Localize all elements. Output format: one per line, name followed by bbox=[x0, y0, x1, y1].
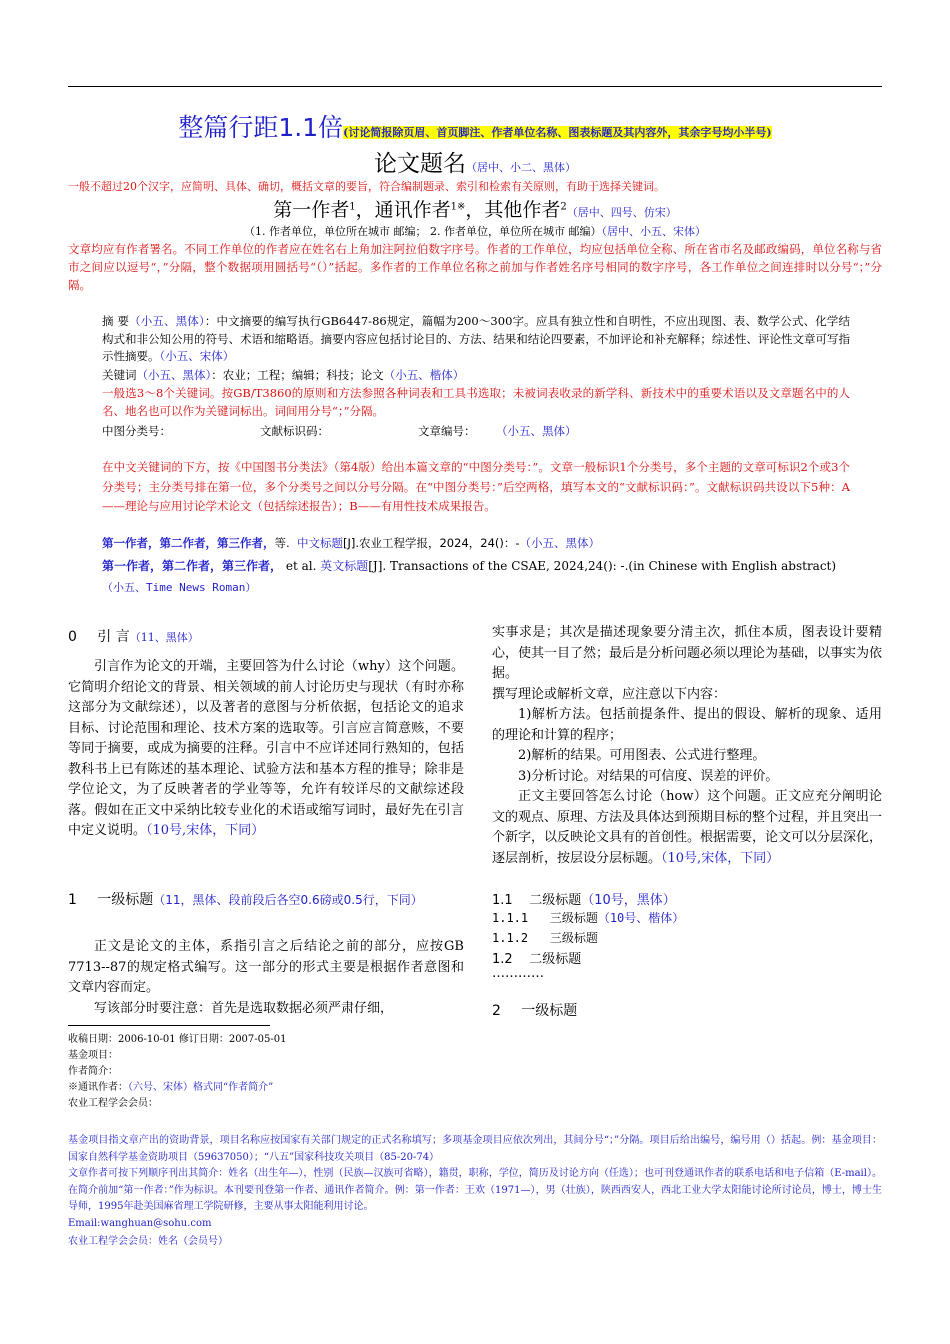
keywords-label: 关键词 bbox=[102, 368, 137, 382]
bio-description: 文章作者可按下列顺序刊出其简介：姓名（出生年—），性别（民族—汉族可省略），籍贯，职称，学位，简历及讨论方向（任选）；也可刊登通讯作者的联系电话和电子信箱（E-mail）。在简介前加“第一作者：”作为标识。本刊要刊登第一作者、通讯作者简介。例：第一作者：王欢（1971—），男（壮族），陕西西安人，西北工业大学太阳能讨论所讨论员，博士，博士生导师，1995年赴美国麻省理工学院研修，主要从事太阳能利用讨论。 bbox=[68, 1168, 882, 1212]
title-description: 一般不超过20个汉字，应简明、具体、确切，概括文章的要旨，符合编制题录、索引和检索有关原则，有助于选择关键词。 bbox=[68, 180, 665, 193]
section-1-1-2-heading bbox=[492, 929, 882, 946]
right-continuation: 实事求是；其次是描述现象要分清主次，抓住本质，图表设计要精心，使其一目了然；最后是分析问题必须以理论为基础，以事实为依据。 bbox=[492, 625, 883, 681]
email-example: Email:wanghuan@sohu.com bbox=[68, 1217, 212, 1229]
footnote-block bbox=[68, 1032, 464, 1112]
paper-title-line bbox=[68, 145, 882, 178]
format-header bbox=[68, 108, 882, 144]
abstract-colon: ： bbox=[204, 314, 217, 328]
right-item-1: 1)解析方法。包括前提条件、提出的假设、解析的现象、适用的理论和计算的程序； bbox=[492, 707, 882, 743]
right-item-2: 2)解析的结果。可用图表、公式进行整理。 bbox=[518, 748, 766, 763]
intro-text-note: （10号,宋体，下同） bbox=[146, 823, 265, 838]
paper-title: 论文题名 bbox=[374, 151, 466, 177]
author-format-note: （居中、四号、仿宋） bbox=[566, 206, 677, 219]
intro-text: 引言作为论文的开端，主要回答为什么讨论（why）这个问题。它简明介绍论文的背景、相关领域的前人讨论历史与现状（有时亦称这部分为文献综述），以及著者的意图与分析依据，包括论文的追求目标、讨论范围和理论、技术方案的选取等。引言应言简意赅，不要等同于摘要，或成为摘要的注释。引言中不应详述同行熟知的，包括教科书上已有陈述的基本理论、试验方法和基本方程的推导；除非是学位论文，为了反映著者的学业等等，允许有较详尽的文献综述段落。假如在正文中采纳比较专业化的术语或缩写词时，最好先在引言中定义说明。 bbox=[68, 659, 464, 838]
right-column-text bbox=[492, 623, 882, 869]
citation-en-title: 英文标题 bbox=[320, 559, 369, 573]
author-other-sup: 2 bbox=[560, 201, 567, 213]
footnote-dates: 收稿日期：2006-10-01 修订日期：2007-05-01 bbox=[68, 1034, 287, 1045]
fund-description: 基金项目指文章产出的资助背景，项目名称应按国家有关部门规定的正式名称填写；多项基金项目应依次列出，其间分号“；”分隔。项目后给出编号，编号用（）括起。例：基金项目：国家自然科学基金资助项目（59637050）；“八五”国家科技攻关项目（85-20-74） bbox=[68, 1135, 882, 1163]
intro-title: 引 言 bbox=[97, 629, 130, 645]
body-paragraph-1: 正文是论文的主体，系指引言之后结论之前的部分，应按GB 7713--87的规定格式编写。这一部分的形式主要是根据作者意图和文章内容而定。 bbox=[68, 939, 464, 995]
member-description: 农业工程学会会员：姓名（会员号） bbox=[68, 1236, 228, 1247]
intro-heading bbox=[68, 626, 464, 646]
section-1-2-heading bbox=[492, 948, 882, 967]
affiliation-note: （居中、小五、宋体） bbox=[601, 225, 706, 238]
section-1-1-title: 二级标题 bbox=[529, 893, 582, 908]
footnote-member: 农业工程学会会员： bbox=[68, 1098, 158, 1109]
section-1-number: 1 bbox=[68, 892, 77, 908]
paper-title-note: （居中、小二、黑体） bbox=[466, 161, 576, 174]
citation-en-journal: [J]. Transactions of the CSAE, 2024,24(): -.(in Chinese with English abstract) bbox=[368, 559, 837, 573]
citation-en-note: （小五、Time News Roman） bbox=[102, 580, 257, 594]
section-1-note: （11，黑体、段前段后各空0.6磅或0.5行，下同） bbox=[153, 893, 423, 907]
classification-description: 在中文关键词的下方，按《中国图书分类法》（第4版）给出本篇文章的“中图分类号：”。文章一般标识1个分类号，多个主题的文章可标识2个或3个分类号；主分类号排在第一位，多个分类号之间以分号分隔。在“中图分类号：”后空两格，填写本文的“文献标识码：”。文献标识码共设以下5种：A——理论与应用讨论学术论文（包括综述报告）；B——有用性技术成果报告。 bbox=[102, 460, 850, 513]
intro-paragraph bbox=[68, 657, 464, 842]
citation-cn-etal: 等. bbox=[274, 536, 290, 550]
affiliation-description: 文章均应有作者署名。不同工作单位的作者应在姓名右上角加注阿拉伯数字序号。作者的工作单位，均应包括单位全称、所在省市名及邮政编码，单位名称与省市之间应以逗号“，”分隔，整个数据项用圆括号“（）”括起。多作者的工作单位名称之前加与作者姓名序号相同的数字序号，各工作单位之间连排时以分号“；”分隔。 bbox=[68, 242, 882, 292]
citation-cn-journal: [J].农业工程学报，2024，24()：- bbox=[342, 536, 520, 550]
right-body-note: （10号,宋体，下同） bbox=[661, 850, 780, 866]
keywords-text: 农业；工程；编辑；科技；论文 bbox=[222, 368, 384, 382]
section-1-1-1-title: 三级标题 bbox=[549, 911, 598, 925]
section-1-title: 一级标题 bbox=[97, 892, 154, 908]
article-number-label: 文章编号： bbox=[418, 424, 476, 438]
abstract-label: 摘 要 bbox=[102, 314, 130, 328]
author-first-sup: 1 bbox=[349, 201, 356, 213]
section-1-1-1-note: （10号、楷体） bbox=[597, 911, 685, 925]
keywords-label-note: （小五、黑体） bbox=[136, 368, 212, 382]
author-comma-2: ， bbox=[465, 199, 485, 221]
keywords-description: 一般选3～8个关键词。按GB/T3860的原则和方法参照各种词表和工具书选取；未被词表收录的新学科、新技术中的重要术语以及文章题名中的人名、地名也可以作为关键词标出。词间用分号“；”分隔。 bbox=[102, 386, 850, 418]
section-1-1-number: 1.1 bbox=[492, 893, 513, 908]
affiliation-line bbox=[68, 223, 882, 239]
footnote-bio: 作者简介： bbox=[68, 1066, 118, 1077]
section-1-1-1-number: 1.1.1 bbox=[492, 911, 529, 925]
bottom-notes bbox=[68, 1133, 882, 1251]
section-1-1-1-heading bbox=[492, 909, 882, 926]
author-comma-1: ， bbox=[355, 199, 375, 221]
right-item-3: 3)分析讨论。对结果的可信度、误差的评价。 bbox=[518, 768, 779, 784]
citation-english bbox=[102, 556, 850, 598]
intro-number: 0 bbox=[68, 629, 77, 645]
abstract-text: 中文摘要的编写执行GB6447-86规定，篇幅为200～300字。应具有独立性和自明性，不应出现图、表、数学公式、化学结构式和非公知公用的符号、术语和缩略语。摘要内容应包括讨论目的、方法、结果和结论四要素，不加评论和补充解释；综述性、评论性文章可写指示性摘要。 bbox=[102, 314, 851, 363]
section-2-number: 2 bbox=[492, 1003, 501, 1019]
citation-chinese bbox=[102, 535, 850, 553]
clc-label: 中图分类号： bbox=[102, 424, 171, 438]
footnote-corresponding: ※通讯作者： bbox=[68, 1082, 128, 1093]
right-body: 正文主要回答怎么讨论（how）这个问题。正文应充分阐明论文的观点、原理、方法及具体达到预期目标的整个过程，并且突出一个新字，以反映论文具有的首创性。根据需要，论文可以分层深化，逐层剖析，按层设分层标题。 bbox=[492, 789, 883, 866]
section-1-1-2-title: 三级标题 bbox=[549, 931, 598, 945]
section-2-title: 一级标题 bbox=[521, 1003, 578, 1019]
font-size-note: (讨论简报除页眉、首页脚注、作者单位名称、图表标题及其内容外，其余字号均小半号) bbox=[343, 126, 772, 139]
keywords-line bbox=[102, 367, 850, 385]
line-spacing-title: 整篇行距1.1倍 bbox=[178, 113, 344, 142]
abstract-text-note: （小五、宋体） bbox=[159, 349, 235, 363]
ellipsis: ………… bbox=[492, 966, 544, 981]
author-other: 其他作者 bbox=[484, 199, 561, 221]
section-2-heading bbox=[492, 1000, 882, 1020]
footnote-rule bbox=[68, 1025, 270, 1026]
author-corresponding-sup: 1※ bbox=[450, 201, 466, 213]
authors-line bbox=[68, 195, 882, 222]
right-lead: 撰写理论或解析文章，应注意以下内容： bbox=[492, 686, 727, 702]
citation-cn-note: （小五、黑体） bbox=[519, 536, 601, 550]
abstract-label-note: （小五、黑体） bbox=[129, 314, 205, 328]
header-rule bbox=[68, 86, 882, 87]
section-1-1-heading bbox=[492, 889, 882, 908]
section-1-body bbox=[68, 937, 464, 1019]
section-1-1-2-number: 1.1.2 bbox=[492, 931, 529, 945]
abstract-block bbox=[102, 313, 850, 366]
section-1-2-number: 1.2 bbox=[492, 952, 513, 967]
citation-cn-title: 中文标题 bbox=[296, 536, 343, 550]
author-first: 第一作者 bbox=[273, 199, 350, 221]
section-1-heading bbox=[68, 889, 464, 910]
intro-title-note: （11、黑体） bbox=[129, 631, 199, 644]
keywords-colon: ： bbox=[211, 368, 223, 382]
identifiers-line bbox=[102, 423, 850, 441]
body-paragraph-2: 写该部分时要注意：首先是选取数据必须严肃仔细， bbox=[94, 1000, 394, 1016]
footnote-corresponding-note: （六号、宋体）格式同“作者简介” bbox=[128, 1082, 274, 1093]
affiliation: （1. 作者单位，单位所在城市 邮编； 2. 作者单位，单位所在城市 邮编） bbox=[244, 225, 602, 238]
footnote-fund: 基金项目： bbox=[68, 1050, 118, 1061]
keywords-text-note: （小五、楷体） bbox=[383, 368, 465, 382]
citation-en-authors: 第一作者，第二作者，第三作者， bbox=[102, 559, 283, 573]
author-corresponding: 通讯作者 bbox=[374, 199, 451, 221]
identifiers-note: （小五、黑体） bbox=[496, 424, 577, 438]
section-1-2-title: 二级标题 bbox=[529, 952, 582, 967]
document-code-label: 文献标识码： bbox=[260, 424, 329, 438]
citation-en-etal: et al. bbox=[285, 559, 317, 573]
section-1-1-note: （10号，黑体） bbox=[581, 893, 676, 908]
citation-cn-authors: 第一作者，第二作者，第三作者， bbox=[102, 536, 275, 550]
